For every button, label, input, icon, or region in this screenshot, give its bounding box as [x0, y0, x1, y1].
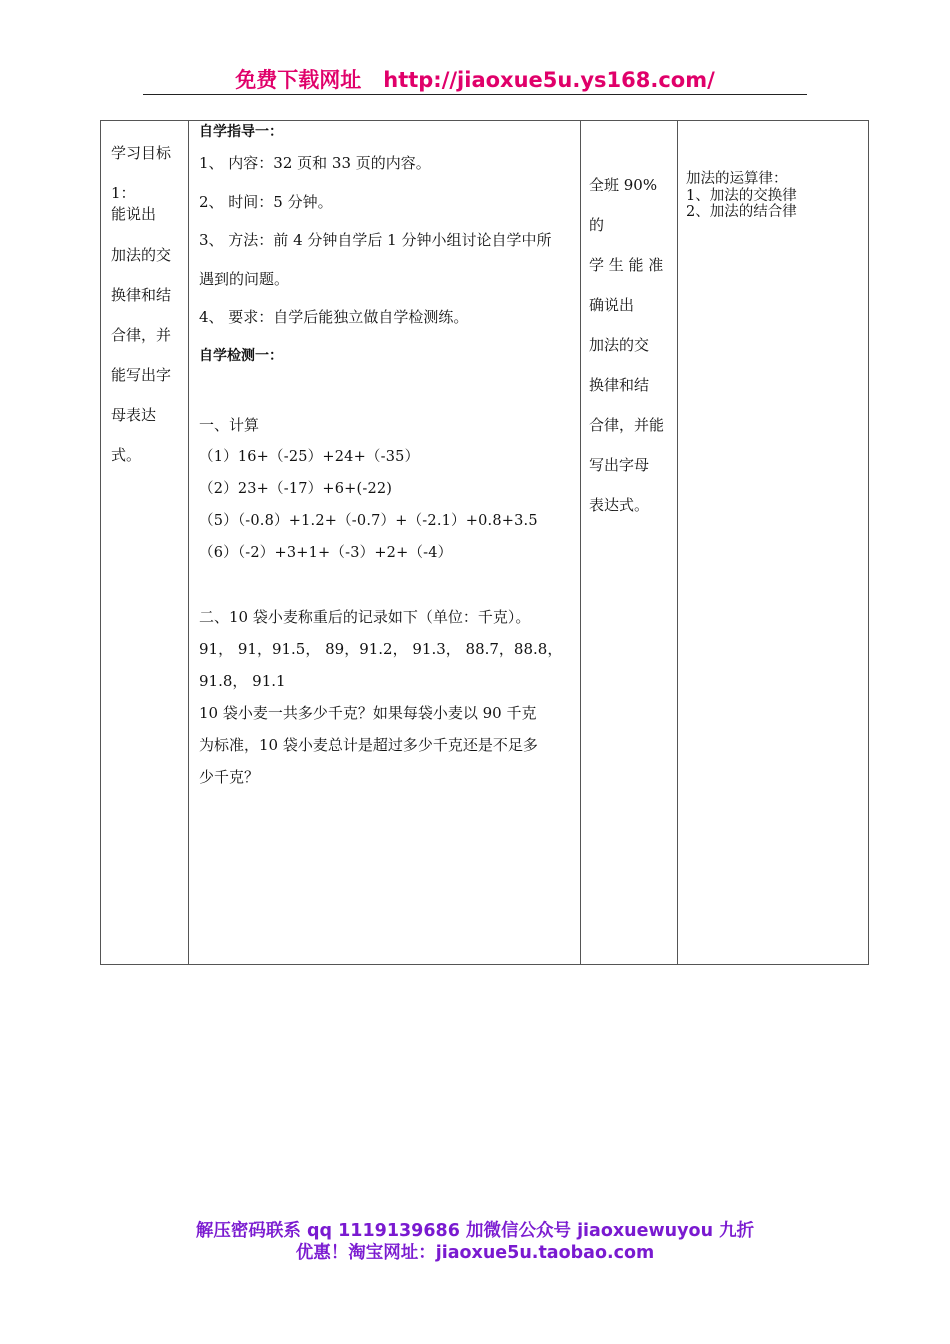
page-header — [0, 64, 950, 94]
guide-list — [199, 144, 572, 337]
data-line: 91.8， 91.1 — [199, 671, 286, 690]
guide-item: 遇到的问题。 — [199, 269, 290, 288]
col1-line: 能说出 — [111, 205, 157, 223]
guide-item: 3、 方法：前 4 分钟自学后 1 分钟小组讨论自学中所 — [199, 231, 552, 249]
col4-line: 1、加法的交换律 — [686, 187, 797, 204]
page-footer — [0, 1220, 950, 1264]
header-url-link[interactable]: http://jiaoxue5u.ys168.com/ — [383, 68, 715, 92]
board-design-cell — [678, 121, 869, 965]
col1-line: 学习目标 — [111, 144, 172, 162]
board-design-text — [678, 121, 868, 221]
exercise-item: （1）16+（-25）+24+（-35） — [199, 448, 420, 465]
exercise-list — [199, 441, 572, 569]
question-line: 少千克？ — [199, 767, 260, 786]
col3-line: 换律和结 — [589, 376, 650, 394]
objective-text — [101, 121, 188, 475]
exercise-item: （6）（-2）+3+1+（-3）+2+（-4） — [199, 544, 453, 561]
assessment-cell — [581, 121, 678, 965]
exercise-item: （5）（-0.8）+1.2+（-0.7）+（-2.1）+0.8+3.5 — [199, 512, 538, 529]
guide-item: 4、 要求：自学后能独立做自学检测练。 — [199, 308, 469, 326]
question-line: 为标准，10 袋小麦总计是超过多少千克还是不足多 — [199, 735, 538, 754]
guide-title: 自学指导一： — [199, 124, 283, 140]
footer-line: 解压密码联系 qq 1119139686 加微信公众号 jiaoxuewuyou 九折 — [195, 1221, 755, 1241]
col1-line: 加法的交 — [111, 246, 172, 264]
table-row — [101, 121, 869, 965]
content-text — [189, 123, 580, 793]
col4-line: 加法的运算律： — [686, 171, 788, 187]
test-title: 自学检测一： — [199, 347, 283, 364]
section1-title: 一、计算 — [199, 415, 260, 434]
content-cell — [189, 121, 581, 965]
question-line: 10 袋小麦一共多少千克？如果每袋小麦以 90 千克 — [199, 703, 537, 722]
col1-line: 母表达 — [111, 406, 157, 424]
header-title: 免费下载网址 — [235, 68, 362, 92]
header-divider — [143, 94, 807, 95]
lesson-table — [100, 120, 869, 965]
col1-line: 1： — [111, 184, 136, 202]
col1-line: 式。 — [111, 446, 142, 464]
col3-line: 表达式。 — [589, 496, 650, 514]
section2-question — [199, 697, 572, 793]
col3-line: 学 生 能 准 — [589, 256, 664, 274]
col1-line: 能写出字 — [111, 366, 172, 384]
assessment-text — [581, 121, 677, 525]
section2-data — [199, 633, 572, 697]
data-line: 91， 91，91.5， 89，91.2， 91.3， 88.7，88.8， — [199, 639, 563, 658]
section2-title: 二、10 袋小麦称重后的记录如下（单位：千克）。 — [199, 607, 531, 626]
col1-line: 合律，并 — [111, 326, 172, 344]
exercise-item: （2）23+（-17）+6+(-22) — [199, 480, 393, 497]
objective-cell — [101, 121, 189, 965]
guide-item: 2、 时间：5 分钟。 — [199, 192, 333, 211]
col3-line: 确说出 — [589, 296, 635, 314]
col3-line: 写出字母 — [589, 456, 650, 474]
guide-item: 1、 内容：32 页和 33 页的内容。 — [199, 154, 431, 172]
col3-line: 全班 90%的 — [589, 176, 658, 234]
col3-line: 加法的交 — [589, 336, 650, 354]
footer-line: 优惠！淘宝网址：jiaoxue5u.taobao.com — [295, 1243, 655, 1263]
col3-line: 合律，并能 — [589, 416, 665, 434]
col1-line: 换律和结 — [111, 286, 172, 304]
col4-line: 2、加法的结合律 — [686, 204, 797, 220]
